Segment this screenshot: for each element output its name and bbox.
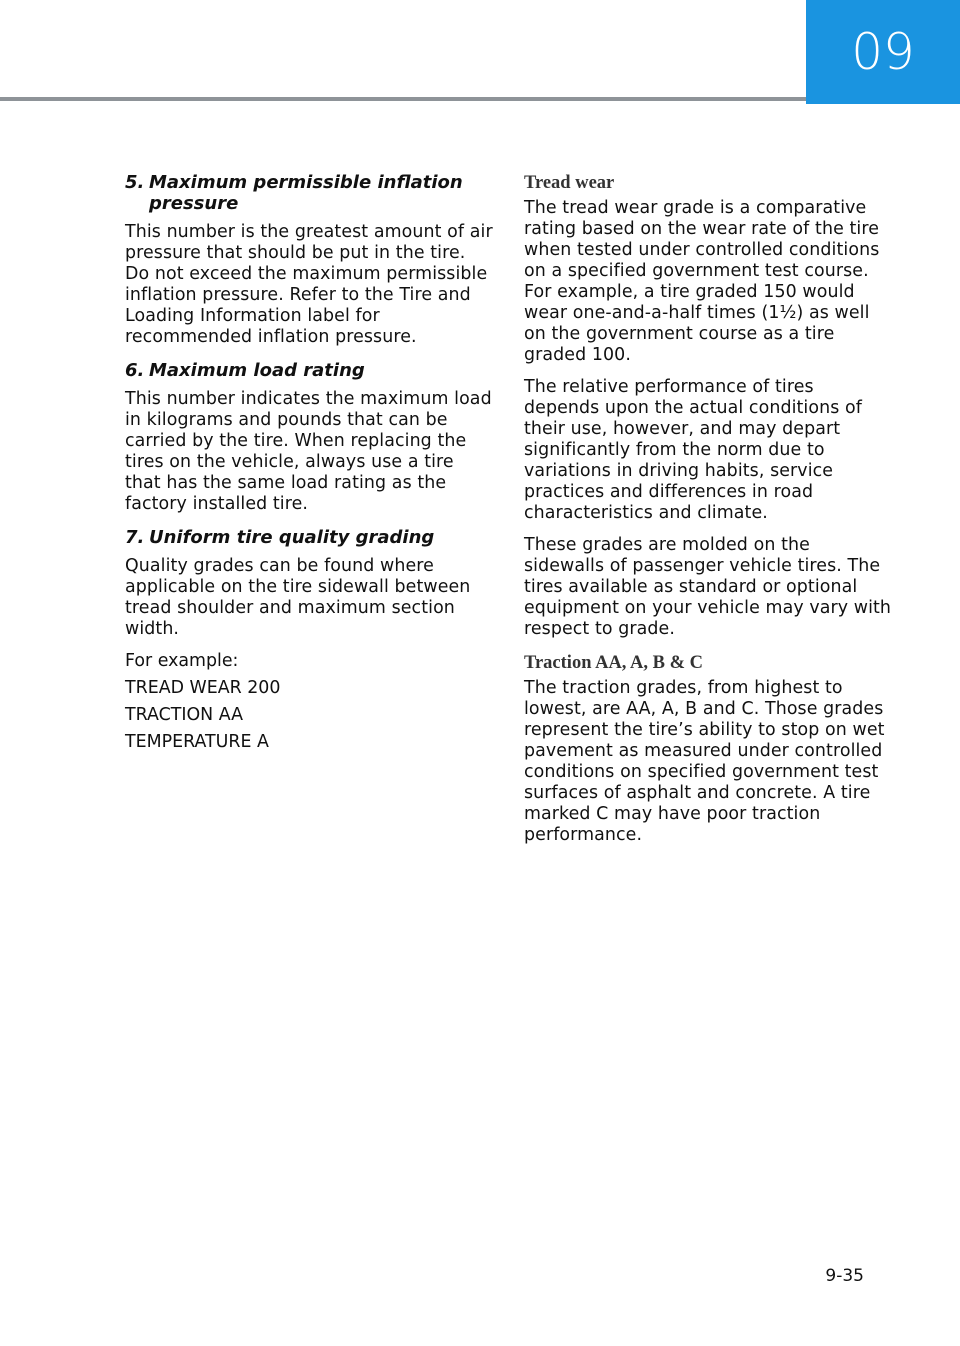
item-6-number: 6. [125,360,145,381]
item-6-title: Maximum load rating [149,360,365,381]
item-5-number: 5. [125,172,145,193]
chapter-tab [806,0,960,104]
item-6-text: This number indicates the maximum load in kilograms and pounds that can be carried by the tire. When replacing the tires on the vehicle, always use a tire that has the same load rating as the factory installed tire. [125,389,492,514]
example-line: TEMPERATURE A [125,732,269,752]
chapter-number: 09 [851,23,915,81]
example-line: TREAD WEAR 200 [125,678,281,698]
item-6-heading [125,360,493,381]
item-5-text: This number is the greatest amount of air pressure that should be put in the tire. Do not exceed the maximum permissible inflation pressure. Refer to the Tire and Loading Information label for recommended inflation pressure. [125,222,493,347]
traction-heading: Traction AA, A, B & C [524,653,704,673]
example-intro: For example: [125,651,239,671]
left-column [125,172,493,759]
item-7-title: Uniform tire quality grading [149,527,435,548]
example-line: TRACTION AA [125,705,243,725]
header-rule [0,97,806,101]
item-7-number: 7. [125,527,145,548]
tread-wear-paragraph: The relative performance of tires depends upon the actual conditions of their use, however, and may depart significantly from the norm due to variations in driving habits, service practices and differences in road characteristics and climate. [524,377,862,523]
item-7-heading [125,527,493,548]
tread-wear-paragraph: The tread wear grade is a comparative rating based on the wear rate of the tire when tested under controlled conditions on a specified government test course. For example, a tire graded 150 would wear one-and-a-half times (1½) as well on the government course as a tire graded 100. [524,198,880,365]
item-7-text: Quality grades can be found where applicable on the tire sidewall between tread shoulder and maximum section width. [125,556,471,639]
tread-wear-paragraph: These grades are molded on the sidewalls of passenger vehicle tires. The tires available as standard or optional equipment on your vehicle may vary with respect to grade. [524,535,892,639]
page-number: 9-35 [825,1266,864,1286]
item-5-heading [125,172,493,214]
item-5-title: Maximum permissible inflation pressure [149,172,463,214]
tread-wear-heading: Tread wear [524,173,615,193]
right-column [524,172,894,857]
traction-paragraph: The traction grades, from highest to lowest, are AA, A, B and C. Those grades represent the tire’s ability to stop on wet pavement as measured under controlled conditions on specified government test surfaces of asphalt and concrete. A tire marked C may have poor traction performance. [524,678,885,845]
